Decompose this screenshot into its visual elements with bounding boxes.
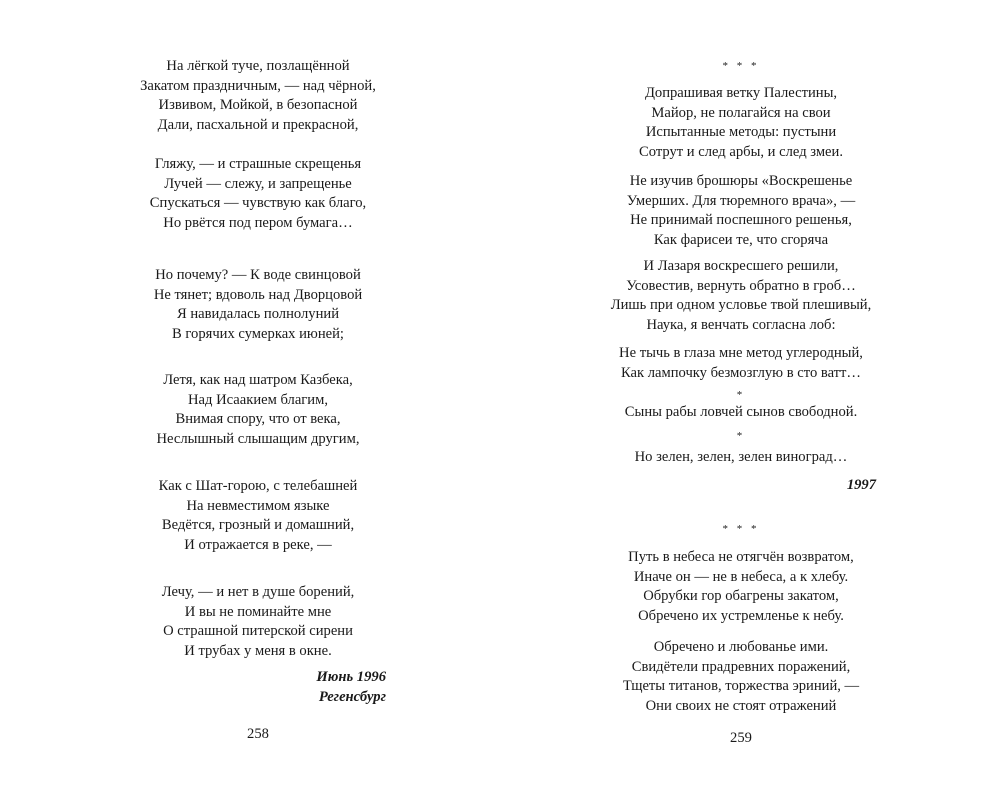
verse-line: В горячих сумерках июней; — [172, 325, 344, 342]
verse-line: Ведётся, грозный и домашний, — [161, 517, 355, 533]
verse-line: Сыны рабы ловчей сынов свободной. — [624, 404, 858, 420]
page-number: 258 — [247, 726, 269, 742]
verse-line: Лучей — слежу, и запрещенье — [164, 175, 352, 192]
verse-line: Дали, пасхальной и прекрасной, — [157, 116, 359, 133]
verse-line: Но почему? — К воде свинцовой — [155, 267, 361, 283]
verse-line: Усовестив, вернуть обратно в гроб… — [626, 277, 856, 294]
stanza — [581, 84, 901, 162]
stanza — [581, 257, 901, 335]
stanza — [108, 155, 408, 233]
verse-line: Не изучив брошюры «Воскрешенье — [629, 173, 853, 189]
verse-line: И отражается в реке, — — [184, 536, 332, 553]
line-separator: * — [736, 430, 746, 442]
line-separator: * — [736, 389, 746, 401]
verse-line: Лечу, — и нет в душе борений, — [161, 584, 355, 600]
verse-line: Не тянет; вдоволь над Дворцовой — [153, 286, 363, 303]
verse-line: Испытанные методы: пустыни — [645, 124, 837, 140]
stanza — [108, 583, 408, 661]
verse-line: Я навидалась полнолуний — [176, 306, 340, 322]
verse-line: Летя, как над шатром Казбека, — [163, 372, 353, 388]
section-separator: * * * — [722, 523, 760, 535]
verse-line: Неслышный слышащим другим, — [156, 430, 360, 447]
verse-line: Лишь при одном условье твой плешивый, — [610, 297, 872, 313]
verse-line: Свидётели прадревних поражений, — [631, 658, 851, 675]
verse-line: Извивом, Мойкой, в безопасной — [158, 97, 358, 113]
stanza — [108, 266, 408, 344]
verse-line: Закатом праздничным, — над чёрной, — [140, 77, 376, 94]
verse-line: На лёгкой туче, позлащённой — [166, 58, 350, 74]
stanza — [581, 548, 901, 626]
stanza — [108, 371, 408, 449]
verse-line: Но зелен, зелен, зелен виноград… — [634, 449, 848, 465]
verse-line: Гляжу, — и страшные скрещенья — [154, 156, 362, 172]
poem-date: Июнь 1996 — [316, 669, 386, 685]
verse-line: Не тычь в глаза мне метод углеродный, — [619, 345, 863, 361]
verse-line: Обрубки гор обагрены закатом, — [643, 588, 839, 604]
verse-line: Тщеты титанов, торжества эриний, — — [622, 678, 860, 694]
verse-line: Наука, я венчать согласна лоб: — [646, 316, 836, 333]
verse-line: И трубах у меня в окне. — [184, 642, 332, 659]
verse-line: Внимая спору, что от века, — [175, 411, 341, 427]
verse-line: Сотрут и след арбы, и след змеи. — [638, 143, 843, 160]
verse-line: Они своих не стоят отражений — [645, 697, 837, 714]
verse-line: Умерших. Для тюремного врача», — — [626, 192, 856, 209]
verse-line: Как фарисеи те, что сгоряча — [653, 231, 829, 248]
verse-line: Путь в небеса не отягчён возвратом, — [628, 549, 854, 565]
right-page — [500, 0, 1000, 800]
verse-line: Спускаться — чувствую как благо, — [149, 195, 367, 211]
page-number: 259 — [730, 730, 752, 746]
verse-line: Не принимай поспешного решенья, — [630, 212, 852, 228]
verse-line: Обречено их устремленье к небу. — [638, 607, 844, 624]
verse-line: Обречено и любованье ими. — [653, 639, 829, 655]
verse-line: И вы не поминайте мне — [184, 603, 332, 620]
verse-line: И Лазаря воскресшего решили, — [643, 258, 839, 274]
stanza — [108, 57, 408, 135]
verse-line: Иначе он — не в небеса, а к хлебу. — [633, 568, 849, 585]
poem-date: 1997 — [846, 477, 876, 493]
stanza — [581, 638, 901, 716]
verse-line: Как с Шат-горою, с телебашней — [158, 478, 358, 494]
poem-place: Регенсбург — [318, 689, 386, 705]
verse-line: На невместимом языке — [186, 497, 330, 514]
verse-line: Но рвётся под пером бумага… — [163, 214, 353, 231]
verse-line: Как лампочку безмозглую в сто ватт… — [620, 364, 862, 381]
verse-line: Над Исаакием благим, — [187, 391, 328, 408]
section-separator: * * * — [722, 60, 760, 72]
verse-line: Майор, не полагайся на свои — [651, 104, 831, 121]
stanza — [581, 344, 901, 383]
stanza — [108, 477, 408, 555]
verse-line: Допрашивая ветку Палестины, — [644, 85, 838, 101]
stanza — [581, 172, 901, 250]
verse-line: О страшной питерской сирени — [163, 623, 353, 639]
